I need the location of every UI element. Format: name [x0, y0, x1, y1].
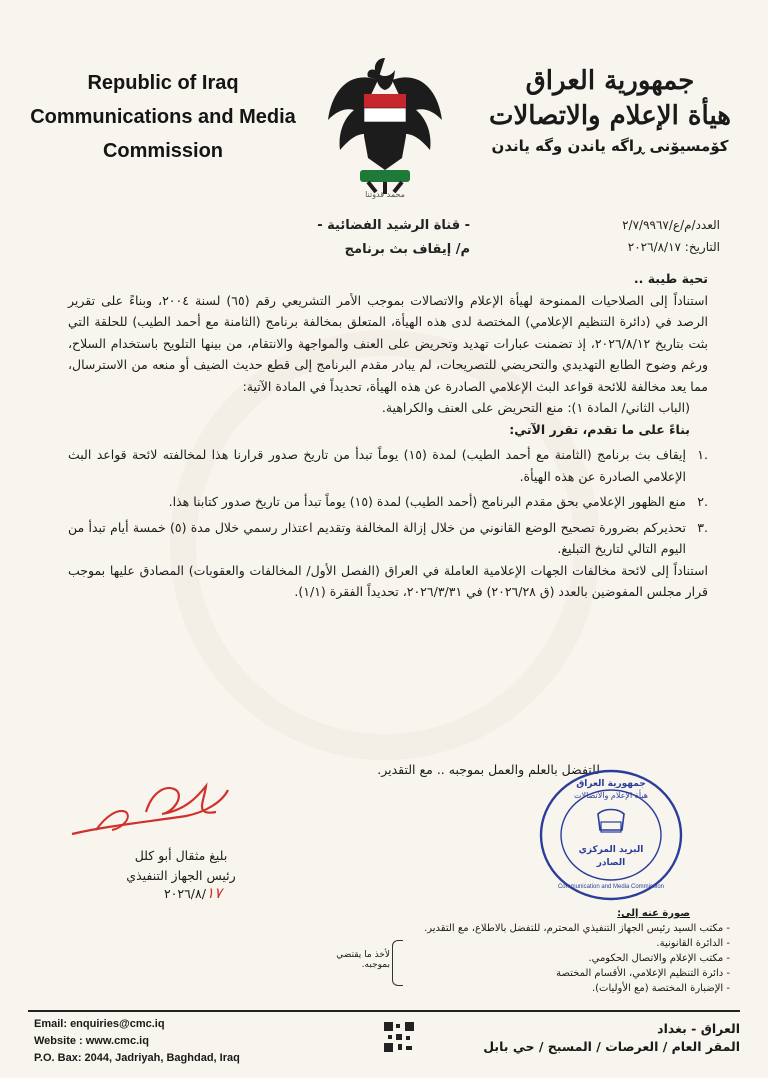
- item-number: .١: [697, 447, 708, 462]
- stamp-en-text: Communication and Media Commission: [557, 884, 665, 890]
- letter-date: التاريخ: ٢٠٢٦/٨/١٧: [627, 240, 720, 254]
- item-text: منع الظهور الإعلامي بحق مقدم البرنامج (أحمد الطيب) لمدة (١٥) يوماً تبدأ من تاريخ صدور كتابنا هذا.: [168, 494, 686, 509]
- decision-item-1: [68, 444, 708, 487]
- closing-line: للتفضل بالعلم والعمل بموجبه .. مع التقدير.: [377, 762, 600, 777]
- item-number: .٢: [697, 494, 708, 509]
- paragraph-2: استناداً إلى لائحة مخالفات الجهات الإعلامية العاملة في العراق (الفصل الأول/ المخالفات والعقوبات) المصادق عليها بموجب قرار مجلس المفوضين بالعدد (ق ٢٠٢٦/٢٨) في ٢٠٢٦/٣/٣١، تحديداً الفقرة (١/١).: [68, 562, 708, 599]
- footer-po-box: P.O. Bax: 2044, Jadriyah, Baghdad, Iraq: [34, 1052, 240, 1064]
- header-english: [28, 66, 298, 168]
- cc-item: - دائرة التنظيم الإعلامي، الأقسام المختصة: [556, 968, 730, 979]
- footer-divider: [28, 1010, 740, 1012]
- qr-code-icon: [382, 1020, 416, 1054]
- cc-brace: [392, 940, 403, 986]
- cc-note: لأخذ ما يقتضي بموجبه.: [336, 950, 390, 970]
- signer-block: [86, 846, 276, 886]
- header-en-line3: Commission: [102, 140, 224, 162]
- footer-website: Website : www.cmc.iq: [34, 1035, 149, 1047]
- clause: (الباب الثاني/ المادة ١): منع التحريض على العنف والكراهية.: [381, 400, 690, 415]
- letter-number: العدد/م/ع/٢/٧/٩٩٦٧: [622, 218, 720, 232]
- stamp-center-1: البريد المركزي: [578, 845, 644, 855]
- footer-arabic: [470, 1020, 740, 1056]
- header-ar-line2: هيأة الإعلام والاتصالات: [489, 101, 731, 131]
- cc-item: - مكتب السيد رئيس الجهاز التنفيذي المحترم، للتفضل بالاطلاع، مع التقدير.: [424, 923, 730, 934]
- signature-date-day: ١٧: [205, 884, 223, 902]
- cc-item: - الإضبارة المختصة (مع الأوليات).: [591, 983, 730, 994]
- signer-title: رئيس الجهاز التنفيذي: [126, 868, 236, 883]
- header-en-line1: Republic of Iraq: [87, 72, 239, 94]
- stamp-mid-text: هيأة الإعلام والاتصالات: [574, 791, 648, 800]
- signature-date: [128, 884, 258, 902]
- item-text: إيقاف بث برنامج (الثامنة مع أحمد الطيب) لمدة (١٥) يوماً تبدأ من تاريخ صدور قرارنا هذا لمخالفته لائحة قواعد البث الإعلامي الصادرة عن هذه الهيأة.: [68, 447, 687, 484]
- footer-ar-line2: المقر العام / العرصات / المسبح / حي بابل: [483, 1039, 740, 1054]
- decision-item-2: [68, 491, 708, 513]
- letter-body: [68, 268, 708, 603]
- signature-date-rest: ٢٠٢٦/٨/: [163, 886, 206, 901]
- footer-english: [34, 1016, 240, 1067]
- header-ar-line1: جمهورية العراق: [525, 66, 695, 96]
- item-text: تحذيركم بضرورة تصحيح الوضع القانوني من خلال إزالة المخالفة وتقديم اعتذار رسمي خلال مدة (٥) خمسة أيام تبدأ من اليوم التالي لتاريخ التبليغ.: [68, 519, 686, 556]
- subject: م/ إيقاف بث برنامج: [344, 242, 470, 257]
- eagle-emblem-icon: [320, 50, 450, 210]
- decision-line: بناءً على ما تقدم، تقرر الآتي:: [509, 421, 690, 437]
- cc-item: - مكتب الإعلام والاتصال الحكومي.: [588, 953, 730, 964]
- header-ku-line: كۆمسيۆنى ڕاگه ياندن وگه ياندن: [491, 137, 729, 155]
- signature-icon: [66, 772, 236, 852]
- cc-item: - الدائرة القانونية.: [656, 938, 730, 949]
- greeting: تحية طيبة ..: [633, 271, 708, 286]
- addressee: - قناة الرشيد الفضائية -: [317, 218, 470, 233]
- cc-list: [370, 906, 730, 996]
- footer-email: Email: enquiries@cmc.iq: [34, 1018, 165, 1030]
- stamp-top-text: جمهورية العراق: [576, 779, 646, 789]
- footer-ar-line1: العراق - بغداد: [657, 1021, 740, 1036]
- header-en-line2: Communications and Media: [30, 106, 296, 128]
- cc-title: صورة عنه إلى:: [617, 908, 690, 919]
- official-stamp-icon: [538, 768, 684, 902]
- paragraph-1: استناداً إلى الصلاحيات الممنوحة لهيأة الإعلام والاتصالات بموجب الأمر التشريعي رقم (٦٥) لسنة ٢٠٠٤، وبناءً على تقرير الرصد في (دائرة التنظيم الإعلامي) المختصة لدى هذه الهيأة، المتعلق بمخالفة برنامج (الثامنة مع أحمد الطيب) للحلقة التي بثت بتاريخ ٢٠٢٦/٨/١٢، إذ تضمنت عبارات تهديد وتحريض على العنف والمواجهة والانتقام، من بينها التلويح باستخدام السلاح، ورغم وضوح الطابع التهديدي والتحريضي للتصريحات، لم يبادر مقدم البرنامج إلى قطع حديث الضيف أو منعه من الاسترسال، مما يعد مخالفة للائحة قواعد البث الإعلامي الصادرة عن هذه الهيأة، تحديداً في المادة الآتية:: [68, 292, 708, 394]
- stamp-center-2: الصادر: [596, 858, 626, 868]
- header-arabic: [468, 64, 752, 158]
- decision-item-3: [68, 517, 708, 560]
- emblem-caption: محمد قدوتنا: [365, 190, 405, 199]
- item-number: .٣: [697, 519, 708, 535]
- signer-name: بليغ مثقال أبو كلل: [134, 848, 228, 863]
